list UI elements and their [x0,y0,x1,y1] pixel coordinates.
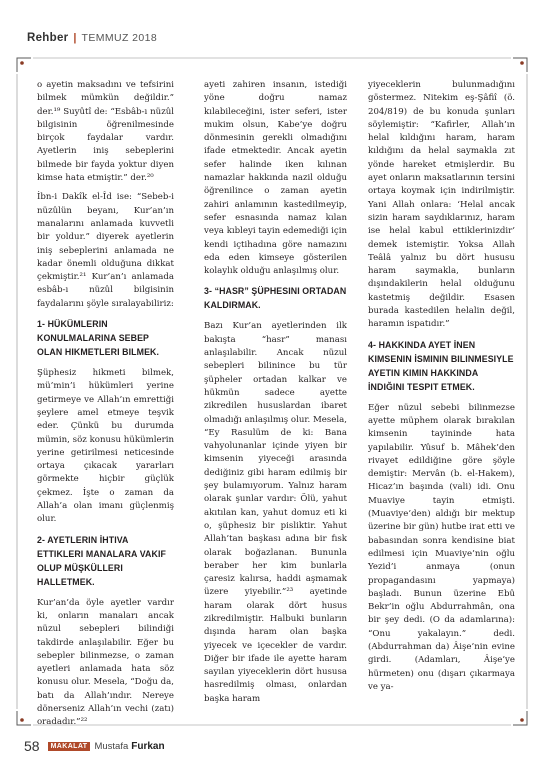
header-separator: | [73,32,77,44]
column-2 [204,79,347,712]
section-heading: 1- HÜKÜMLERIN KONULMALARINA SEBEP OLAN HIKMETLERI BILMEK. [37,319,160,358]
section-heading: 2- AYETLERIN İHTIVA ETTIKLERI MANALARA VAKIF OLUP MÜŞKÜLLERI HALLETMEK. [37,534,166,587]
section-heading: 3- “HASR” ŞÜPHESINI ORTADAN KALDIRMAK. [204,286,347,311]
author-first-name: Mustafa [94,740,129,752]
paragraph: Kur’an’da öyle ayetler vardır ki, onların manaları ancak nüzul sebepleri bilindiği takdirde anlaşılabilir. Eğer bu sebepler bilinmezse, o zaman ayetleri anlamada hata söz konusu olur. Mesela, “Doğu da, batı da Allah’ındır. Nereye dönerseniz Allah’ın vechi (zatı) oradadır.”²² [37,597,174,728]
paragraph: yiyeceklerin bulunmadığını göstermez. Nitekim eş-Şâfiî (ö. 204/819) de bu konuda şunları söylemiştir: “Kafirler, Allah’ın helal kıldığını haram, haram kıldığını da helal saymakla zıt yönde hareket etmişlerdir. Bu ayet onların maksatlarının tersini ortaya koymak için indirilmiştir. Yani Allah onlara: ‘Helal ancak sizin haram saydıklarınız, haram ise helal kabul ettiklerinizdir’ demek istemiştir. Yoksa Allah Teâlâ yalnız bu dört hususu haram saymakla, bunların dışındakilerin helal olduğunu kastetmiş değildir. Esasen burada kastedilen helalin değil, haramın ispatıdır.” [368,80,515,330]
author-last-name: Furkan [131,740,165,752]
paragraph: o ayetin maksadını ve tefsirini bilmek mümkün değildir.” der.¹⁹ Suyûtî de: “Esbâb-ı nüzûl bilgisinin öğrenilmesinde birçok faydalar vardır. Ayetlerin iniş sebeplerini bilmede bir fayda yoktur diyen kimse hata etmiştir.” der.²⁰ [37,80,174,184]
column-3 [368,79,515,700]
issue-date: TEMMUZ 2018 [81,32,158,44]
page-number: 58 [24,738,40,754]
page-footer [24,738,165,754]
paragraph: Şüphesiz hikmeti bilmek, mü’min’i hükümleri yerine getirmeye ve Allah’ın emrettiği şeylere amel etmeye teşvik eder. Çünkü bu durumda mümin, söz konusu hükümlerin yerine getirilmesi neticesinde ortaya çıkacak yararları görmekte hiçbir güçlük çekmez. İşte o zaman da Allah’a olan imanı güçlenmiş olur. [37,368,174,525]
column-1 [37,79,174,736]
paragraph: ayeti zahiren insanın, istediği yöne doğru namaz kılabileceğini, ister seferi, ister mukim olsun, Kabe’ye doğru dönmesinin gerekli olmadığını ifade etmektedir. Ancak ayetin sefer halinde iken kılınan namazlar hakkında nazil olduğu öğrenilince o zaman ayetin zahiri anlamının kastedilmeyip, sefer esnasında namaz kılan veya kıbleyi tayin edemediği için kendi içtihadına göre namazını eda eden kimseye gösterilen kolaylık olduğu anlaşılmış olur. [204,80,347,277]
section-label: MAKALAT [48,742,91,751]
paragraph: Bazı Kur’an ayetlerinden ilk bakışta “hasr” manası anlaşılabilir. Ancak nüzul sebepleri bilinince bu tür şüpheler ortadan kalkar ve hükmün sadece ayette zikredilen hususlardan ibaret olmadığı anlaşılmış olur. Mesela, “Ey Rasulüm de ki: Bana vahyolunanlar içinde yiyen bir kimsenin yiyeceği arasında dediğiniz gibi haram edilmiş bir şey bulamıyorum. Yalnız haram olarak şunlar vardır: Ölü, yahut akıtılan kan, yahut domuz eti ki o, şüphesiz bir pisliktir. Yahut Allah’tan başkası adına bir fısk olarak boğazlanan. Bununla beraber her kim bunlarla çaresiz kalırsa, haddi aşmamak üzere yiyebilir.”²³ ayetinde haram olarak dört husus zikredilmiştir. Halbuki bunların dışında haram olan başka yiyecek ve içecekler de vardır. Diğer bir ifade ile ayette haram sayılan yiyeceklerin dört hususa hasredilmiş olması, onlardan başka haram [204,321,347,704]
magazine-brand: Rehber [27,32,69,44]
section-heading: 4- HAKKINDA AYET İNEN KIMSENIN İSMININ BILINMESIYLE AYETIN KIMIN HAKKINDA İNDIĞINI TESPIT ETMEK. [368,339,514,392]
paragraph: İbn-i Dakîk el-Îd ise: “Sebeb-i nüzûlün beyanı, Kur’an’ın manalarını anlamada kuvvetli bir yoldur.” diyerek ayetlerin iniş sebeplerini anlamada ne kadar önemli olduğuna dikkat çekmiştir.²¹ Kur’an’ı anlamada esbâb-ı nüzûl bilgisinin faydalarını şöyle sıralayabiliriz: [37,192,174,309]
running-header [27,31,157,45]
paragraph: Eğer nüzul sebebi bilinmezse ayette müphem olarak bırakılan kimsenin tayininde hata yapılabilir. Yûsuf b. Mâhek’den rivayet edildiğine göre şöyle demiştir: Mervân (b. el-Hakem), Hicaz’ın başında (vali) idi. Onu Muaviye tayin etmişti. (Muaviye’den) aldığı bir mektup üzerine bir gün) hutbe irat etti ve babasından sonra kendisine biat edilmesi için Muaviye’nin oğlu Yezid’i anmaya (onun propagandasını yapmaya) başladı. Bunun üzerine Ebû Bekr’in oğlu Abdurrahmân, ona bir şey dedi. (O da adamlarına): “Onu yakalayın.” dedi. (Abdurrahman da) Âişe’nin evine girdi. (Adamları, Âişe’ye hürmeten) onu (dışarı çıkarmaya ve ya- [368,402,515,692]
